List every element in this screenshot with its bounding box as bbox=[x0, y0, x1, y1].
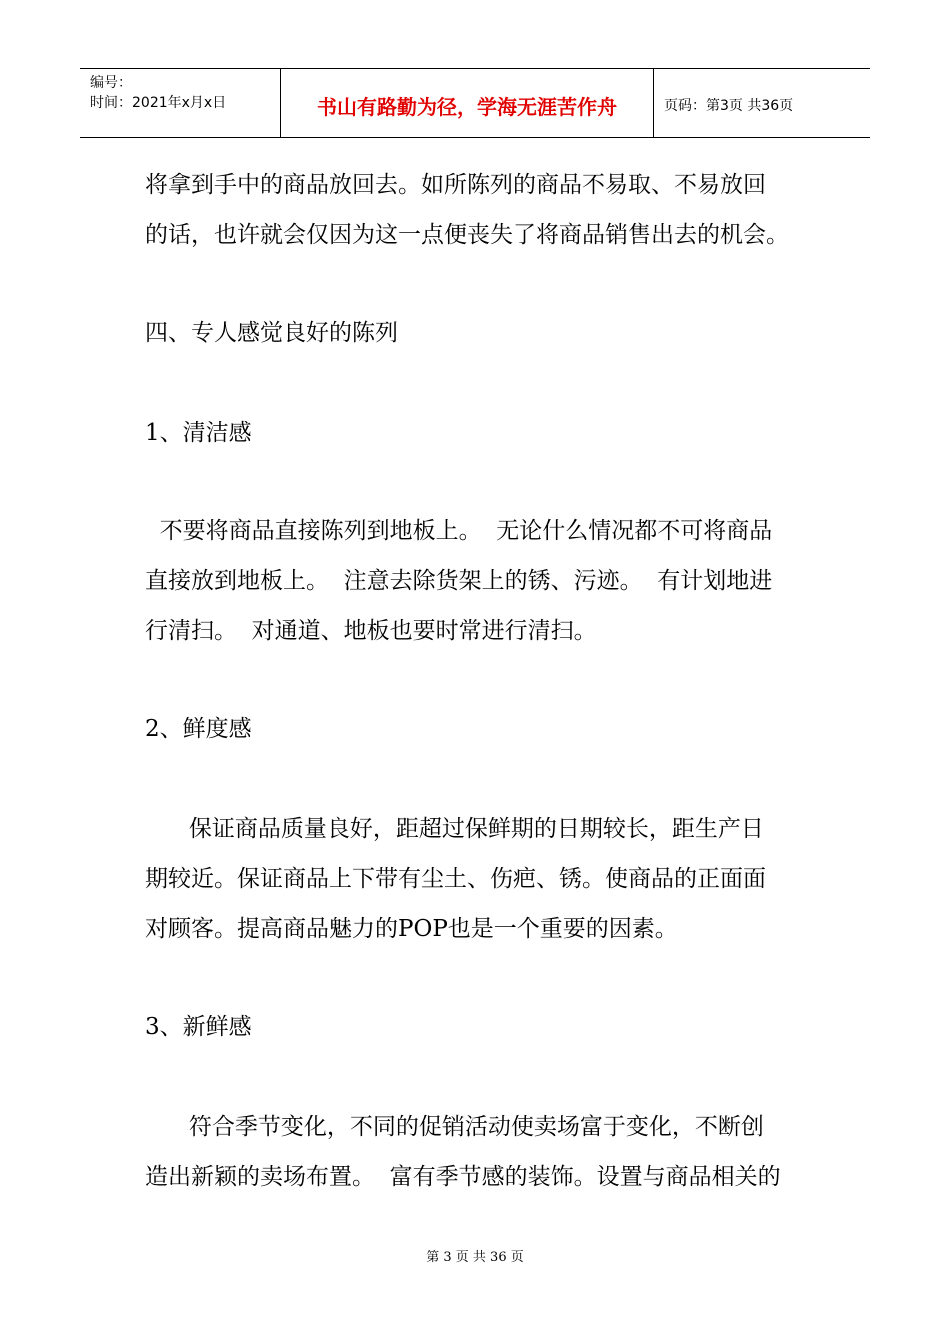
time-label: 时间：2021年x月x日 bbox=[90, 95, 227, 111]
page-footer: 第 3 页 共 36 页 bbox=[426, 1250, 524, 1265]
body-line: 造出新颖的卖场布置。 富有季节感的装饰。设置与商品相关的 bbox=[145, 1164, 781, 1190]
body-line: 对顾客。提高商品魅力的POP也是一个重要的因素。 bbox=[145, 916, 678, 942]
header-motto: 书山有路勤为径，学海无涯苦作舟 bbox=[281, 69, 654, 137]
number-label: 编号： bbox=[90, 75, 132, 91]
page-header bbox=[80, 68, 870, 138]
body-line: 将拿到手中的商品放回去。如所陈列的商品不易取、不易放回 bbox=[145, 172, 766, 198]
body-line: 期较近。保证商品上下带有尘土、伤疤、锈。使商品的正面面 bbox=[145, 866, 766, 892]
subsection-heading: 3、新鲜感 bbox=[145, 1014, 252, 1040]
body-line: 符合季节变化，不同的促销活动使卖场富于变化，不断创 bbox=[145, 1114, 764, 1140]
header-meta bbox=[80, 69, 281, 137]
body-line: 行清扫。 对通道、地板也要时常进行清扫。 bbox=[145, 618, 597, 644]
body-line: 保证商品质量良好，距超过保鲜期的日期较长，距生产日 bbox=[145, 816, 764, 842]
subsection-heading: 2、鲜度感 bbox=[145, 716, 252, 742]
body-line: 的话，也许就会仅因为这一点便丧失了将商品销售出去的机会。 bbox=[145, 222, 789, 248]
header-page-info: 页码：第3页 共36页 bbox=[664, 98, 794, 114]
body-line: 不要将商品直接陈列到地板上。 无论什么情况都不可将商品 bbox=[145, 518, 773, 544]
subsection-heading: 1、清洁感 bbox=[145, 420, 252, 446]
body-line: 直接放到地板上。 注意去除货架上的锈、污迹。 有计划地进 bbox=[145, 568, 773, 594]
section-heading: 四、专人感觉良好的陈列 bbox=[145, 320, 398, 346]
